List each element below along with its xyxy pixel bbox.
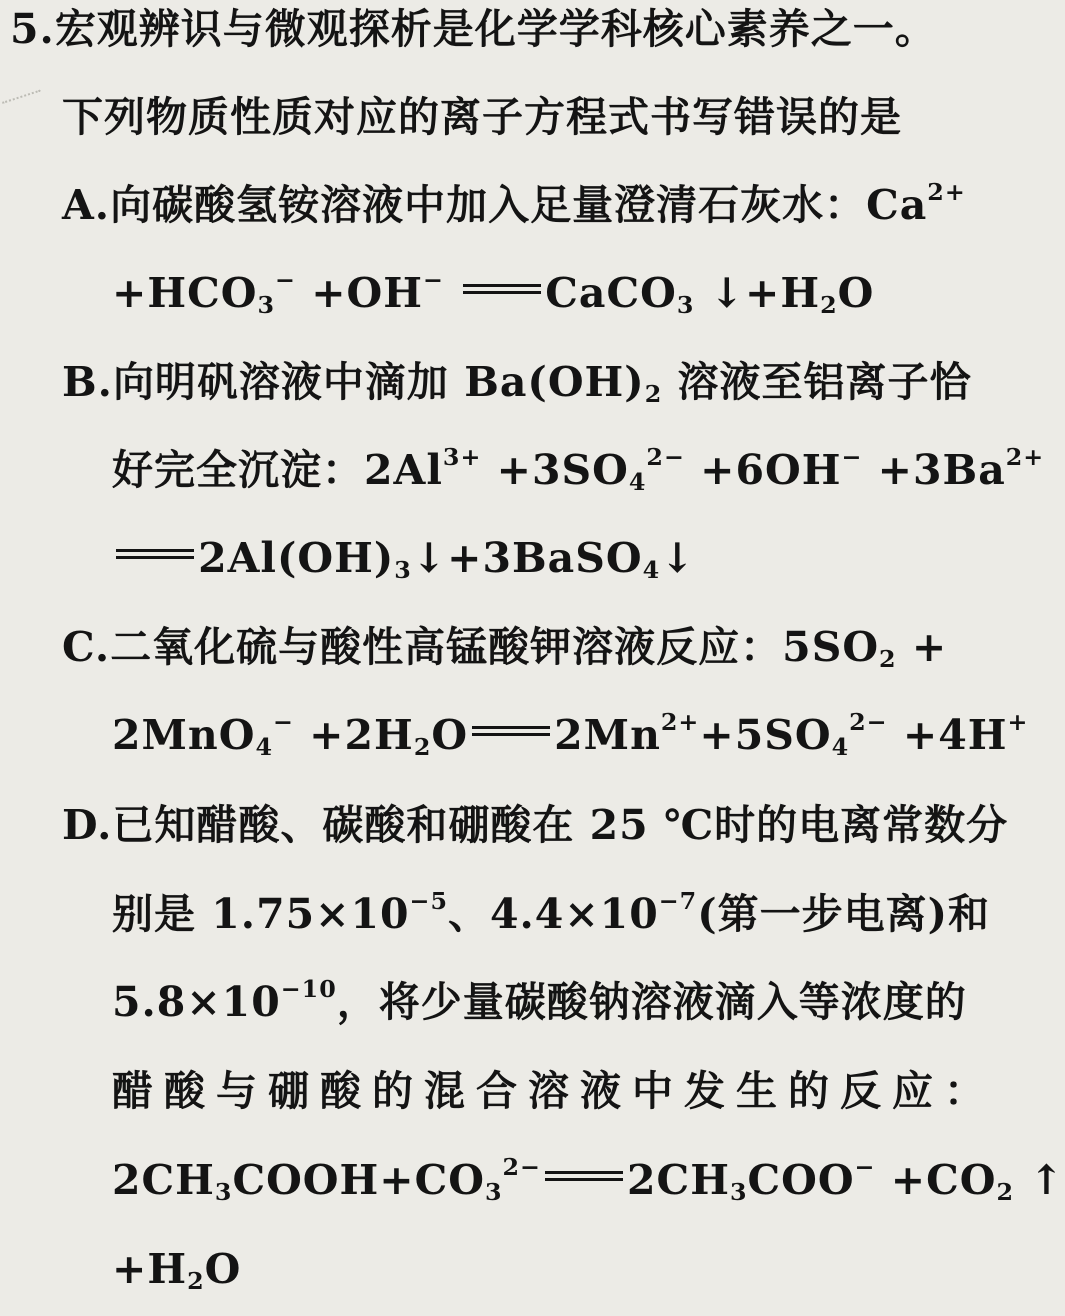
stem-text-2: 下列物质性质对应的离子方程式书写错误的是 bbox=[62, 93, 902, 141]
eq-term: 2CH bbox=[112, 1156, 215, 1204]
equals-sign bbox=[472, 726, 550, 736]
stem-text-1: 宏观辨识与微观探析是化学学科核心素养之一。 bbox=[54, 5, 937, 53]
option-c-line1 bbox=[62, 622, 947, 672]
option-d-line1 bbox=[62, 800, 1008, 850]
option-b-label: B. bbox=[62, 358, 113, 406]
eq-term: +2H bbox=[293, 711, 414, 759]
option-c-line2 bbox=[112, 707, 1029, 761]
subscript: 3 bbox=[729, 1177, 748, 1206]
option-b-line3 bbox=[112, 533, 695, 583]
subscript: 4 bbox=[831, 732, 850, 761]
scan-artifact bbox=[2, 90, 50, 133]
subscript: 3 bbox=[394, 555, 412, 584]
question-stem-line1 bbox=[10, 4, 937, 54]
eq-term: ↑ bbox=[1014, 1156, 1065, 1204]
eq-term: +6OH bbox=[684, 446, 842, 494]
option-a-label: A. bbox=[62, 181, 111, 229]
option-a-text: 向碳酸氢铵溶液中加入足量澄清石灰水：Ca bbox=[110, 181, 928, 229]
subscript: 3 bbox=[676, 290, 695, 319]
eq-term: +4H bbox=[887, 711, 1008, 759]
subscript: 2 bbox=[187, 1266, 205, 1295]
eq-term: 5.8×10 bbox=[112, 978, 281, 1026]
option-b-line1 bbox=[62, 357, 972, 407]
option-d-line3 bbox=[112, 974, 967, 1027]
eq-term: 2Al(OH) bbox=[198, 534, 395, 582]
eq-term: ↓+H bbox=[709, 269, 821, 317]
option-b-line2 bbox=[112, 442, 1045, 496]
equals-sign bbox=[116, 549, 194, 559]
subscript: 2 bbox=[996, 1177, 1014, 1206]
superscript: −7 bbox=[658, 886, 698, 915]
superscript: − bbox=[854, 1152, 876, 1181]
superscript: 2− bbox=[646, 442, 685, 471]
option-b-text2: 好完全沉淀：2Al bbox=[112, 446, 443, 494]
eq-term: 别是 1.75×10 bbox=[112, 890, 410, 938]
eq-term: COOH+CO bbox=[232, 1156, 485, 1204]
eq-term: ，将少量碳酸钠溶液滴入等浓度的 bbox=[336, 978, 967, 1026]
eq-term: 2MnO bbox=[112, 711, 256, 759]
superscript: − bbox=[272, 707, 294, 736]
eq-term: CaCO bbox=[545, 269, 677, 317]
eq-term: 、4.4×10 bbox=[448, 890, 659, 938]
superscript: −5 bbox=[409, 886, 448, 915]
eq-term: ↓+3BaSO bbox=[411, 534, 643, 582]
subscript: 4 bbox=[642, 555, 661, 584]
option-b-text1b: 溶液至铝离子恰 bbox=[662, 358, 972, 406]
option-c-label: C. bbox=[62, 623, 111, 671]
option-d-text1: 已知醋酸、碳酸和硼酸在 25 ℃时的电离常数分 bbox=[112, 801, 1009, 849]
eq-term: +HCO bbox=[112, 269, 258, 317]
superscript: 2+ bbox=[1005, 442, 1045, 471]
equals-sign bbox=[463, 284, 541, 294]
superscript: 3+ bbox=[442, 442, 482, 471]
superscript: 2− bbox=[849, 707, 888, 736]
superscript: − bbox=[423, 265, 444, 294]
eq-term: COO bbox=[747, 1156, 855, 1204]
option-d-line5 bbox=[112, 1152, 1065, 1206]
eq-term: 2CH bbox=[627, 1156, 730, 1204]
option-b-text1: 向明矾溶液中滴加 Ba(OH) bbox=[112, 358, 645, 406]
eq-term: O bbox=[431, 711, 469, 759]
option-d-line6 bbox=[112, 1244, 241, 1294]
question-stem-line2 bbox=[62, 92, 902, 142]
option-d-line2 bbox=[112, 886, 991, 939]
superscript: 2+ bbox=[660, 707, 700, 736]
option-d-line4 bbox=[112, 1066, 996, 1116]
eq-term: + bbox=[896, 623, 948, 671]
eq-term: 2Mn bbox=[554, 711, 661, 759]
eq-term: ↓ bbox=[660, 534, 696, 582]
superscript: 2+ bbox=[927, 177, 966, 206]
superscript: − bbox=[275, 265, 296, 294]
subscript: 2 bbox=[644, 379, 663, 408]
superscript: 2− bbox=[502, 1152, 541, 1181]
subscript: 2 bbox=[820, 290, 838, 319]
eq-term: O bbox=[204, 1245, 242, 1293]
eq-term: +5SO bbox=[699, 711, 832, 759]
option-d-label: D. bbox=[62, 801, 113, 849]
eq-term: +OH bbox=[311, 269, 424, 317]
subscript: 3 bbox=[214, 1177, 233, 1206]
subscript: 2 bbox=[413, 732, 432, 761]
subscript: 2 bbox=[879, 644, 897, 673]
superscript: −10 bbox=[280, 974, 337, 1003]
subscript: 3 bbox=[257, 290, 275, 319]
subscript: 4 bbox=[255, 732, 273, 761]
eq-term: +3Ba bbox=[862, 446, 1006, 494]
subscript: 3 bbox=[484, 1177, 503, 1206]
eq-term: (第一步电离)和 bbox=[697, 890, 991, 938]
superscript: − bbox=[841, 442, 863, 471]
question-number: 5. bbox=[10, 5, 55, 53]
option-c-text1: 二氧化硫与酸性高锰酸钾溶液反应：5SO bbox=[110, 623, 880, 671]
eq-term: +H bbox=[112, 1245, 188, 1293]
option-d-text4: 醋酸与硼酸的混合溶液中发生的反应： bbox=[112, 1067, 996, 1115]
subscript: 4 bbox=[628, 467, 647, 496]
option-a-line2 bbox=[112, 265, 875, 319]
equals-sign bbox=[545, 1171, 623, 1181]
superscript: + bbox=[1007, 707, 1029, 736]
eq-term: O bbox=[837, 269, 875, 317]
eq-term: +3SO bbox=[481, 446, 629, 494]
eq-term: +CO bbox=[875, 1156, 997, 1204]
option-a-line1 bbox=[62, 177, 966, 230]
